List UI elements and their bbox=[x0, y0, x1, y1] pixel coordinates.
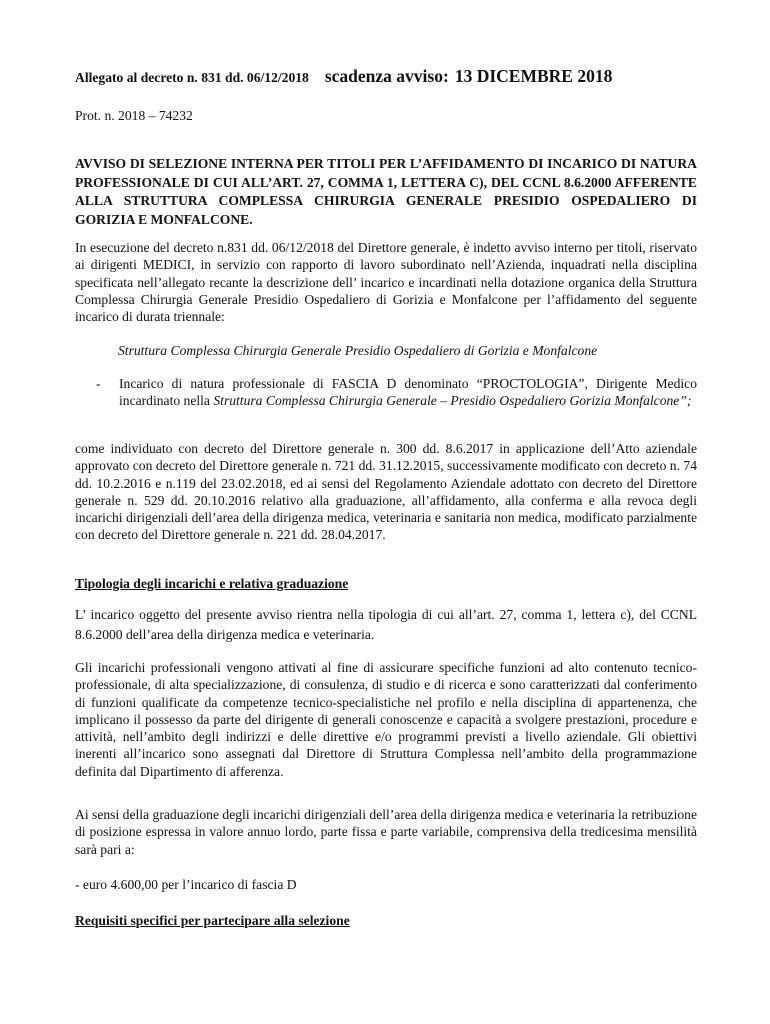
list-dash: - bbox=[96, 376, 101, 391]
intro-paragraph: In esecuzione del decreto n.831 dd. 06/12/2018 del Direttore generale, è indetto avviso interno per titoli, riservato ai dirigenti MEDICI, in servizio con rapporto di lavoro subordinato nell’Azienda, inquadrati nella disciplina specificata nell’allegato recante la descrizione dell’ incarico e incardinati nella dotazione organica della Struttura Complessa Chirurgia Generale Presidio Ospedaliero di Gorizia e Monfalcone per l’affidamento del seguente incarico di durata triennale: bbox=[75, 240, 697, 325]
deadline-label: scadenza avviso: bbox=[324, 66, 449, 86]
protocol-number: Prot. n. 2018 – 74232 bbox=[75, 108, 193, 123]
retribution-paragraph: Ai sensi della graduazione degli incarichi dirigenziali dell’area della dirigenza medica e veterinaria la retribuzione di posizione espressa in valore annuo lordo, parte fissa e parte variabile, comprensiva della tredicesima mensilità sarà pari a: bbox=[75, 807, 697, 857]
functions-paragraph: Gli incarichi professionali vengono attivati al fine di assicurare specifiche funzioni ad alto contenuto tecnico-professionale, di alta specializzazione, di consulenza, di studio e di ricerca e sono caratterizzati dal conferimento di funzioni qualificate da competenze tecnico-specialistiche nel profilo e nella disciplina di appartenenza, che implicano il possesso da parte del dirigente di generali conoscenze e capacità a svolgere prestazioni, procedure e attività, nell’ambito degli indirizzi e delle direttive e/o programmi previsti a livello aziendale. Gli obiettivi inerenti all’incarico sono assegnati dal Direttore di Struttura Complessa nell’ambito della programmazione definita dal Dipartimento di afferenza. bbox=[75, 660, 697, 779]
assignment-list-item bbox=[75, 375, 697, 410]
notice-title: AVVISO DI SELEZIONE INTERNA PER TITOLI PER L’AFFIDAMENTO DI INCARICO DI NATURA PROFESSIONALE DI CUI ALL’ART. 27, COMMA 1, LETTERA C), DEL CCNL 8.6.2000 AFFERENTE ALLA STRUTTURA COMPLESSA CHIRURGIA GENERALE PRESIDIO OSPEDALIERO DI GORIZIA E MONFALCONE. bbox=[75, 156, 697, 227]
assignment-text: Incarico di natura professionale di FASCIA D denominato “PROCTOLOGIA”, Dirigente Medico incardinato nella bbox=[119, 376, 697, 409]
deadline-date: 13 DICEMBRE 2018 bbox=[454, 66, 613, 86]
legal-basis-paragraph: come individuato con decreto del Direttore generale n. 300 dd. 8.6.2017 in applicazione dell’Atto aziendale approvato con decreto del Direttore generale n. 721 dd. 31.12.2015, successivamente modificato con decreto n. 74 dd. 10.2.2016 e n.119 del 23.02.2018, ed ai sensi del Regolamento Aziendale adottato con decreto del Direttore generale n. 529 dd. 20.10.2016 relativo alla graduazione, all’affidamento, alla conferma e alla revoca degli incarichi dirigenziali dell’area della dirigenza medica, veterinaria e sanitaria non medica, modificato parzialmente con decreto del Direttore generale n. 221 dd. 28.04.2017. bbox=[75, 441, 697, 543]
section-heading-requisiti: Requisiti specifici per partecipare alla selezione bbox=[75, 913, 350, 928]
document-header bbox=[75, 68, 697, 86]
section-heading-tipologia: Tipologia degli incarichi e relativa graduazione bbox=[75, 576, 349, 591]
assignment-description bbox=[119, 375, 697, 410]
tipologia-paragraph: L’ incarico oggetto del presente avviso rientra nella tipologia di cui all’art. 27, comma 1, lettera c), del CCNL 8.6.2000 dell’area della dirigenza medica e veterinaria. bbox=[75, 607, 697, 642]
structure-name: Struttura Complessa Chirurgia Generale Presidio Ospedaliero di Gorizia e Monfalcone bbox=[118, 343, 598, 358]
deadline bbox=[325, 68, 612, 85]
assignment-structure-italic: Struttura Complessa Chirurgia Generale – Presidio Ospedaliero Gorizia Monfalcone”; bbox=[213, 393, 692, 409]
amount-line: - euro 4.600,00 per l’incarico di fascia D bbox=[75, 877, 297, 892]
allegato-reference: Allegato al decreto n. 831 dd. 06/12/2018 bbox=[75, 70, 309, 85]
